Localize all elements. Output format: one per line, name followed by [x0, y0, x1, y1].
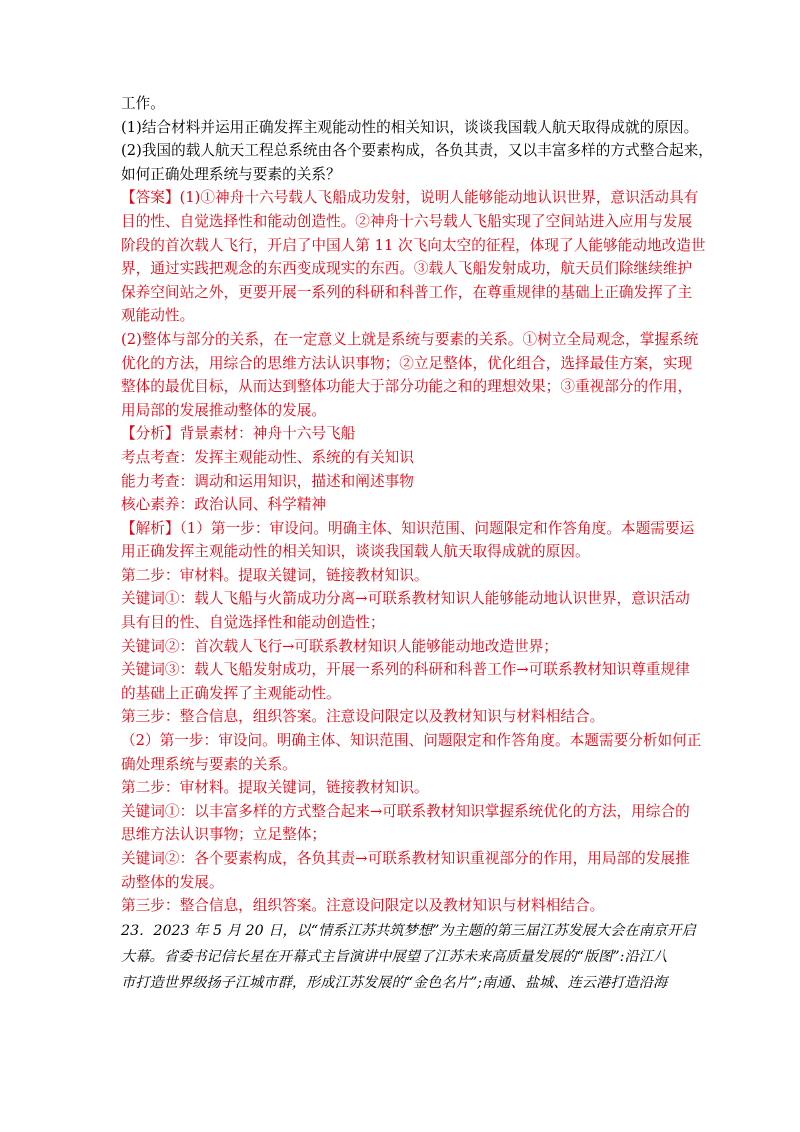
- text-line: 【答案】(1)①神舟十六号载人飞船成功发射，说明人能够能动地认识世界，意识活动具有: [121, 189, 699, 207]
- text-line: 能力考查：调动和运用知识，描述和阐述事物: [121, 472, 414, 490]
- text-line: 第二步：审材料。提取关键词，链接教材知识。: [121, 779, 429, 797]
- text-line: 如何正确处理系统与要素的关系？: [121, 165, 341, 183]
- text-line: 关键词②：首次载人飞行→可联系教材知识人能够能动地改造世界；: [121, 637, 558, 655]
- text-line: （2）第一步：审设问。明确主体、知识范围、问题限定和作答角度。本题需要分析如何正: [121, 732, 702, 750]
- text-line: 界，通过实践把观念的东西变成现实的东西。③载人飞船发射成功，航天员们除继续维护: [121, 260, 693, 278]
- text-line: 【分析】背景素材：神舟十六号飞船: [121, 425, 356, 443]
- text-line: 第三步：整合信息，组织答案。注意设问限定以及教材知识与材料相结合。: [121, 897, 605, 915]
- text-line: 工作。: [121, 95, 165, 112]
- text-line: 动整体的发展。: [121, 873, 224, 891]
- text-line: 观能动性。: [121, 307, 195, 325]
- text-line: 关键词③：载人飞船发射成功，开展一系列的科研和科普工作→可联系教材知识尊重规律: [121, 661, 690, 679]
- text-line: 大幕。省委书记信长星在开幕式主旨演讲中展望了江苏未来高质量发展的“版图”:沿江八: [121, 948, 668, 965]
- text-line: 关键词①：以丰富多样的方式整合起来→可联系教材知识掌握系统优化的方法，用综合的: [121, 802, 690, 820]
- text-line: 阶段的首次载人飞行，开启了中国人第 11 次飞向太空的征程，体现了人能够能动地改造世: [121, 236, 706, 254]
- text-line: 关键词②：各个要素构成，各负其责→可联系教材知识重视部分的作用，用局部的发展推: [121, 850, 690, 867]
- text-line: (2)我国的载人航天工程总系统由各个要素构成，各负其责，又以丰富多样的方式整合起来，: [121, 142, 713, 160]
- text-line: 考点考查：发挥主观能动性、系统的有关知识: [121, 448, 414, 466]
- text-line: 具有目的性、自觉选择性和能动创造性；: [121, 614, 385, 632]
- text-line: 第三步：整合信息，组织答案。注意设问限定以及教材知识与材料相结合。: [121, 708, 605, 726]
- text-line: 【解析】（1）第一步：审设问。明确主体、知识范围、问题限定和作答角度。本题需要运: [121, 519, 695, 537]
- text-line: (2)整体与部分的关系，在一定意义上就是系统与要素的关系。①树立全局观念，掌握系统: [121, 330, 699, 348]
- text-line: 核心素养：政治认同、科学精神: [121, 496, 327, 514]
- text-line: 用局部的发展推动整体的发展。: [121, 401, 327, 419]
- text-line: 整体的最优目标，从而达到整体功能大于部分功能之和的理想效果；③重视部分的作用，: [121, 378, 693, 396]
- text-line: 第二步：审材料。提取关键词，链接教材知识。: [121, 566, 429, 584]
- text-line: 思维方法认识事物；立足整体；: [121, 826, 327, 844]
- text-line: 23．2023 年 5 月 20 日，以“情系江苏共筑梦想”为主题的第三届江苏发展大会在南京开启: [121, 922, 696, 939]
- text-line: 用正确发挥主观能动性的相关知识，谈谈我国载人航天取得成就的原因。: [121, 543, 590, 561]
- text-line: 关键词①：载人飞船与火箭成功分离→可联系教材知识人能够能动地认识世界，意识活动: [121, 590, 690, 608]
- text-line: 优化的方法，用综合的思维方法认识事物；②立足整体，优化组合，选择最佳方案，实现: [121, 354, 693, 372]
- text-line: 保养空间站之外，更要开展一系列的科研和科普工作，在尊重规律的基础上正确发挥了主: [121, 283, 693, 301]
- text-line: 的基础上正确发挥了主观能动性。: [121, 684, 341, 702]
- text-line: 确处理系统与要素的关系。: [121, 755, 297, 773]
- text-line: 目的性、自觉选择性和能动创造性。②神舟十六号载人飞船实现了空间站进入应用与发展: [121, 212, 693, 230]
- text-line: 市打造世界级扬子江城市群，形成江苏发展的“金色名片”;南通、盐城、连云港打造沿海: [121, 974, 668, 991]
- document-page: [121, 92, 713, 996]
- text-line: (1)结合材料并运用正确发挥主观能动性的相关知识，谈谈我国载人航天取得成就的原因。: [121, 118, 699, 136]
